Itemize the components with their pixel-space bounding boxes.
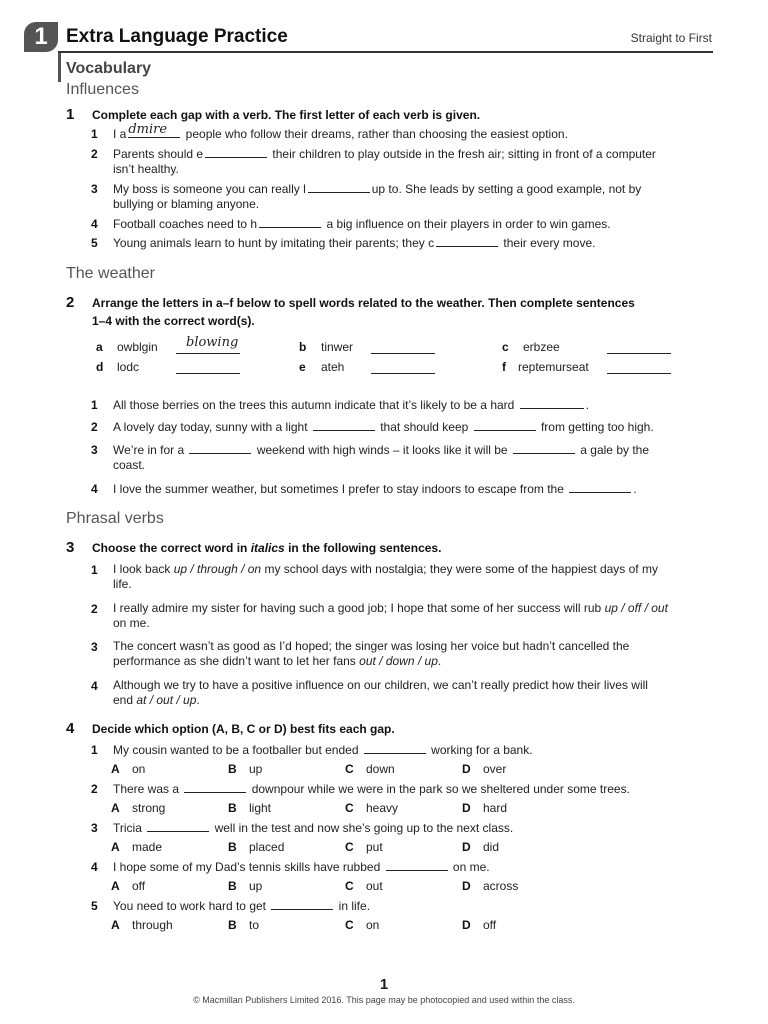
option-letter[interactable]: D [462,879,471,893]
answer-blank[interactable] [607,358,671,374]
exercise-number: 3 [66,539,75,556]
anagram-grid [96,335,696,380]
anagram-letter: c [502,340,509,354]
option-text[interactable]: on [132,762,146,776]
text-part: on me. [113,616,150,630]
question-text [113,562,658,592]
text-part: . [196,693,200,707]
question-text [113,639,629,669]
answer-blank[interactable] [520,397,584,409]
text-part: Young animals learn to hunt by imitating their parents; they c [113,236,435,250]
option-letter[interactable]: A [111,840,120,854]
exercise-number: 4 [66,720,75,737]
text-part: end [113,693,137,707]
question-text [113,442,649,473]
text-part: people who follow their dreams, rather than choosing the easiest option. [182,127,568,141]
text-part: We’re in for a [113,443,188,457]
text-part: life. [113,577,132,591]
option-text[interactable]: placed [249,840,285,854]
text-part: . [437,654,442,668]
question-number: 1 [91,563,98,577]
option-text[interactable]: to [249,918,260,932]
text-part: italics [250,541,285,555]
answer-blank[interactable] [569,481,631,493]
option-letter[interactable]: A [111,918,120,932]
answer-blank[interactable] [371,338,435,354]
anagram-word: tinwer [321,340,354,354]
subsection-heading-weather: The weather [66,265,155,282]
text-part: . [585,398,590,412]
text-part: weekend with high winds – it looks like it will be [253,443,511,457]
answer-blank[interactable] [205,146,267,158]
badge-bar [58,52,61,82]
text-part: their children to play outside in the fresh air; sitting in front of a computer [269,147,656,161]
text-part: Although we try to have a positive influence on our children, we can’t really predict how their lives will [113,678,648,692]
page-title: Extra Language Practice [66,26,288,47]
option-choices[interactable]: up / through / on [173,562,262,576]
answer-blank[interactable] [308,181,370,193]
question-number: 3 [91,640,98,654]
series-name: Straight to First [630,31,712,45]
text-part: performance as she didn’t want to let her fans [113,654,360,668]
option-letter[interactable]: C [345,879,354,893]
option-text[interactable]: down [366,762,395,776]
option-choices[interactable]: up / off / out [604,601,668,615]
answer-blank[interactable] [607,338,671,354]
question-number: 4 [91,217,98,231]
answer-blank[interactable] [259,216,321,228]
question-number: 4 [91,860,98,874]
option-text[interactable]: out [366,879,383,893]
copyright-notice: © Macmillan Publishers Limited 2016. This page may be photocopied and used within the class. [193,995,575,1005]
answer-blank[interactable] [271,898,333,910]
option-letter[interactable]: B [228,918,237,932]
exercise-number: 1 [66,106,75,123]
question-number: 2 [91,782,98,796]
option-text[interactable]: on [366,918,380,932]
text-part: Parents should e [113,147,204,161]
text-part: I hope some of my Dad’s tennis skills have rubbed [113,860,384,874]
question-number: 4 [91,679,98,693]
text-part: a big influence on their players in order to win games. [323,217,611,231]
question-text [113,820,513,836]
question-text [113,181,641,212]
option-text[interactable]: through [132,918,173,932]
text-part: their every move. [500,236,596,250]
answer-blank[interactable] [176,335,240,354]
question-text [113,601,668,631]
option-letter[interactable]: B [228,762,237,776]
answer-blank[interactable] [176,358,240,374]
question-number: 2 [91,420,98,434]
option-text[interactable]: up [249,879,263,893]
header-rule [58,51,713,53]
option-text[interactable]: did [483,840,500,854]
question-text [113,859,490,875]
text-part: isn’t healthy. [113,162,179,176]
text-part: up to. She leads by setting a good example, not by [371,182,642,196]
question-text [113,898,370,914]
answer-blank[interactable] [513,442,575,454]
option-text[interactable]: over [483,762,507,776]
question-number: 1 [91,398,98,412]
text-part: Tricia [113,821,146,835]
text-part: in life. [335,899,371,913]
option-letter[interactable]: B [228,801,237,815]
text-part: The concert wasn’t as good as I’d hoped; the singer was losing her voice but hadn’t cancelled the [113,639,630,653]
text-part: working for a bank. [427,743,533,757]
question-text [113,216,611,232]
subsection-heading-influences: Influences [66,81,139,98]
exercise-instruction [92,294,635,330]
text-part: I love the summer weather, but sometimes I prefer to stay indoors to escape from the [113,482,568,496]
anagram-word: ateh [321,360,345,374]
answer-blank[interactable] [313,419,375,431]
text-part: Football coaches need to h [113,217,258,231]
option-text[interactable]: off [132,879,146,893]
question-number: 1 [91,127,98,141]
question-number: 3 [91,821,98,835]
option-letter[interactable]: B [228,840,237,854]
exercise-instruction [92,539,441,557]
text-part: well in the test and now she’s going up to the next class. [211,821,514,835]
instruction-line: 1–4 with the correct word(s). [92,314,255,328]
question-number: 5 [91,236,98,250]
option-letter[interactable]: A [111,801,120,815]
text-part: . [633,482,637,496]
question-number: 3 [91,443,98,457]
question-text [113,419,654,435]
anagram-letter: b [299,340,307,354]
answer-blank[interactable] [371,358,435,374]
option-letter[interactable]: D [462,801,471,815]
mcq-list [0,742,768,942]
text-part: All those berries on the trees this autumn indicate that it’s likely to be a hard [113,398,518,412]
option-choices[interactable]: at / out / up [136,693,197,707]
text-part: My boss is someone you can really l [113,182,306,196]
anagram-word: owblgin [117,340,158,354]
answer-blank[interactable] [436,235,498,247]
question-text [113,397,589,413]
text-part: My cousin wanted to be a footballer but ended [113,743,362,757]
text-part: from getting too high. [537,420,654,434]
option-text[interactable]: hard [483,801,508,815]
anagram-word: erbzee [523,340,560,354]
anagram-letter: d [96,360,104,374]
option-text[interactable]: heavy [366,801,399,815]
text-part: downpour while we were in the park so we sheltered under some trees. [248,782,630,796]
text-part: There was a [113,782,183,796]
option-choices[interactable]: out / down / up [359,654,438,668]
option-text[interactable]: up [249,762,263,776]
exercise-instruction: Complete each gap with a verb. The first letter of each verb is given. [92,108,481,122]
answer-blank[interactable] [364,742,426,754]
handwritten-answer: blowing [186,335,239,350]
answer-blank[interactable] [128,122,180,138]
answer-blank[interactable] [474,419,536,431]
anagram-word: reptemurseat [518,360,589,374]
answer-blank[interactable] [184,781,246,793]
exercise-number: 2 [66,294,75,311]
text-part: in the following sentences. [284,541,442,555]
anagram-letter: f [502,360,506,374]
option-letter[interactable]: B [228,879,237,893]
text-part: bullying or blaming anyone. [113,197,260,211]
anagram-letter: a [96,340,103,354]
option-letter[interactable]: C [345,840,354,854]
question-text [113,146,656,177]
anagram-letter: e [299,360,306,374]
section-heading-vocabulary: Vocabulary [66,60,152,77]
question-number: 2 [91,602,98,616]
answer-blank[interactable] [189,442,251,454]
question-number: 1 [91,743,98,757]
option-letter[interactable]: A [111,879,120,893]
option-letter[interactable]: C [345,801,354,815]
anagram-word: lodc [117,360,140,374]
unit-badge: 1 [24,22,58,52]
option-letter[interactable]: D [462,918,471,932]
instruction-line: Arrange the letters in a–f below to spell words related to the weather. Then complete sentences [92,296,635,310]
option-text[interactable]: light [249,801,272,815]
option-text[interactable]: across [483,879,519,893]
text-part: my school days with nostalgia; they were some of the happiest days of my [261,562,658,576]
text-part: You need to work hard to get [113,899,270,913]
text-part: that should keep [376,420,472,434]
subsection-heading-phrasal-verbs: Phrasal verbs [66,510,164,527]
option-text[interactable]: put [366,840,383,854]
option-letter[interactable]: D [462,840,471,854]
question-text [113,781,630,797]
handwritten-answer: dmire [128,122,168,137]
option-letter[interactable]: D [462,762,471,776]
exercise-instruction: Decide which option (A, B, C or D) best fits each gap. [92,722,395,736]
text-part: on me. [449,860,490,874]
option-letter[interactable]: A [111,762,120,776]
answer-blank[interactable] [147,820,209,832]
question-text [113,678,648,708]
text-part: I a [113,127,127,141]
option-text[interactable]: strong [132,801,166,815]
option-text[interactable]: off [483,918,497,932]
question-number: 4 [91,482,98,496]
option-letter[interactable]: C [345,762,354,776]
option-text[interactable]: made [132,840,163,854]
text-part: A lovely day today, sunny with a light [113,420,311,434]
answer-blank[interactable] [386,859,448,871]
question-number: 3 [91,182,98,196]
question-number: 5 [91,899,98,913]
page-number: 1 [379,976,389,993]
text-part: a gale by the [576,443,650,457]
text-part: Choose the correct word in [92,541,251,555]
option-letter[interactable]: C [345,918,354,932]
text-part: I look back [113,562,174,576]
question-text [113,481,637,497]
question-number: 2 [91,147,98,161]
question-text [113,235,595,251]
text-part: I really admire my sister for having such a good job; I hope that some of her success will rub [113,601,605,615]
question-text [113,742,533,758]
question-text [113,122,568,142]
text-part: coast. [113,458,146,472]
